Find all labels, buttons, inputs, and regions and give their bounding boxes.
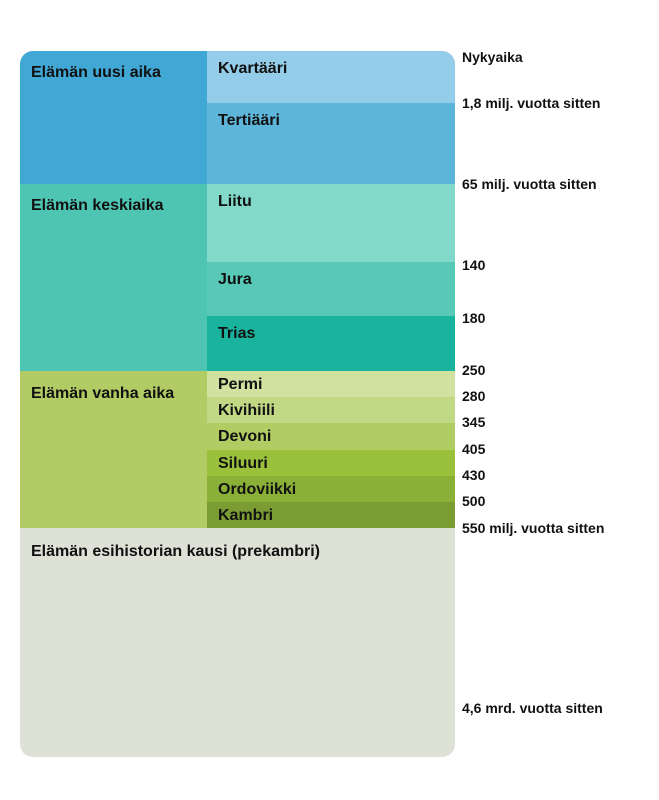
period-label: Permi	[218, 376, 263, 393]
time-label: 430	[462, 467, 486, 483]
time-label: Nykyaika	[462, 49, 523, 65]
period-ordovician	[207, 476, 455, 502]
period-label: Tertiääri	[218, 112, 280, 129]
period-triassic	[207, 316, 455, 371]
period-label: Kambri	[218, 507, 274, 524]
period-silurian	[207, 450, 455, 476]
period-carboniferous	[207, 397, 455, 423]
time-label: 4,6 mrd. vuotta sitten	[462, 700, 603, 716]
time-label: 550 milj. vuotta sitten	[462, 520, 605, 536]
time-label: 65 milj. vuotta sitten	[462, 176, 597, 192]
period-cretaceous	[207, 184, 455, 262]
period-permian	[207, 371, 455, 397]
time-label: 1,8 milj. vuotta sitten	[462, 95, 601, 111]
period-label: Ordoviikki	[218, 481, 297, 498]
era-label: Elämän uusi aika	[31, 64, 161, 81]
period-tertiary	[207, 103, 455, 184]
era-label: Elämän vanha aika	[31, 385, 175, 402]
era-mesozoic	[20, 184, 207, 371]
period-cambrian	[207, 502, 455, 528]
period-devonian	[207, 423, 455, 450]
time-label: 405	[462, 441, 486, 457]
time-label: 280	[462, 388, 486, 404]
period-label: Kivihiili	[218, 402, 275, 419]
period-label: Devoni	[218, 428, 272, 445]
period-label: Jura	[218, 271, 252, 288]
time-label: 345	[462, 414, 486, 430]
period-quaternary	[207, 51, 455, 103]
time-label: 500	[462, 493, 486, 509]
era-paleozoic	[20, 371, 207, 528]
period-jurassic	[207, 262, 455, 316]
period-label: Siluuri	[218, 455, 268, 472]
period-label: Kvartääri	[218, 60, 288, 77]
time-label: 250	[462, 362, 486, 378]
era-label: Elämän esihistorian kausi (prekambri)	[31, 543, 320, 560]
era-label: Elämän keskiaika	[31, 197, 164, 214]
period-label: Liitu	[218, 193, 252, 210]
time-label: 140	[462, 257, 486, 273]
time-label: 180	[462, 310, 486, 326]
era-precambrian	[20, 528, 455, 757]
geologic-timescale	[20, 51, 455, 757]
period-label: Trias	[218, 325, 256, 342]
era-cenozoic	[20, 51, 207, 184]
